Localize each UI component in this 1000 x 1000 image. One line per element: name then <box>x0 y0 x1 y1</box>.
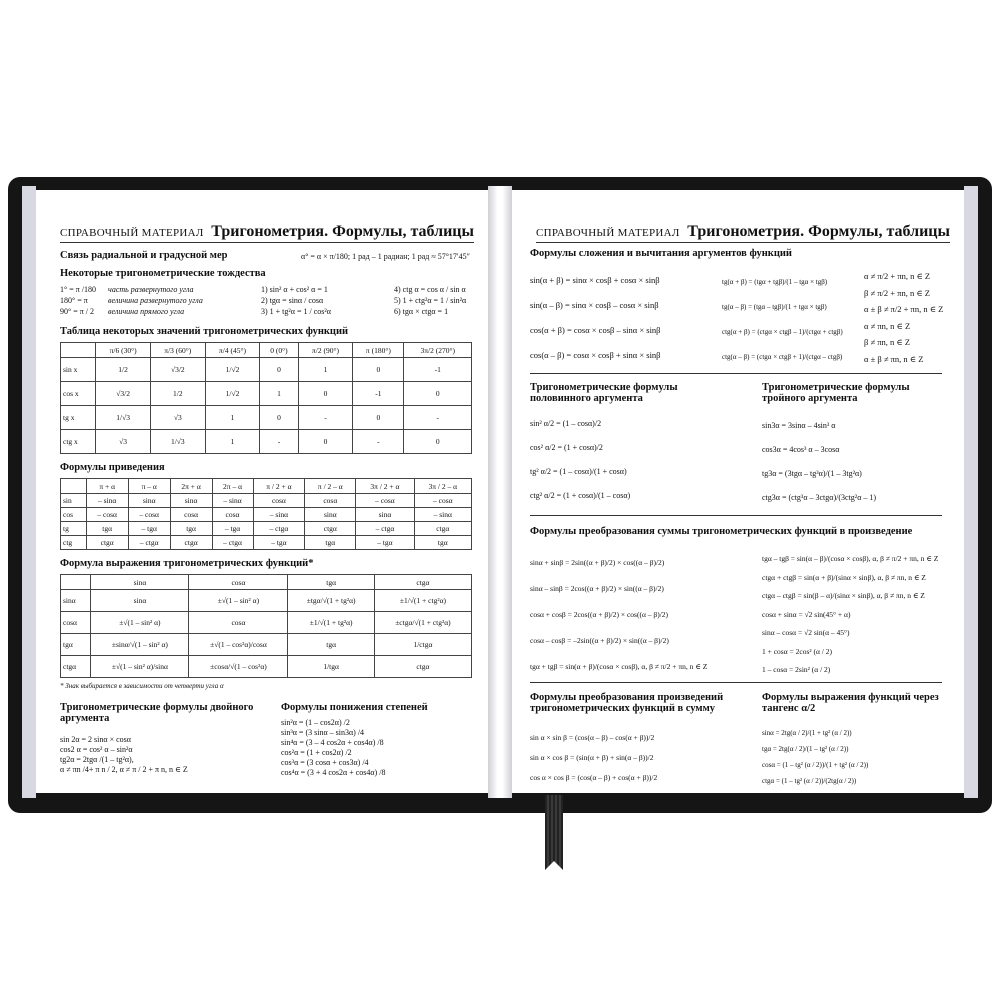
table-column-header: 2π – α <box>212 479 253 494</box>
identity-def: 90° = π / 2 <box>60 307 94 316</box>
page-header <box>536 220 950 243</box>
header-kicker: СПРАВОЧНЫЙ МАТЕРИАЛ <box>60 227 204 239</box>
table-cell: – cosα <box>356 494 414 508</box>
table-header-row <box>61 575 472 590</box>
page-header <box>60 220 474 243</box>
table-column-header: tgα <box>288 575 374 590</box>
table-cell: √3/2 <box>150 358 205 382</box>
page-edge-right <box>964 186 978 798</box>
table-cell: 0 <box>404 430 472 454</box>
table-cell: cosα <box>305 494 356 508</box>
table-cell: sinα <box>170 494 212 508</box>
radian-formula: α° = α × π/180; 1 рад – 1 радиан; 1 рад ≈ 57°17′45″ <box>301 252 470 261</box>
table-cell: ±ctgα/√(1 + ctg²α) <box>374 612 471 634</box>
table-cell: ±cosα/√(1 – cos²α) <box>189 656 288 678</box>
table-row <box>61 634 472 656</box>
table-cell: – cosα <box>86 508 128 522</box>
double-heading: Тригонометрические формулы двойного аргумента <box>60 702 254 724</box>
formula-line: sin²α = (1 – cos2α) /2 <box>281 718 350 727</box>
table-cell: 0 <box>260 406 298 430</box>
left-page <box>36 190 488 793</box>
table-cell: √3 <box>150 406 205 430</box>
table-cell: – sinα <box>414 508 471 522</box>
formula-line: sinα – cosα = √2 sin(α – 45°) <box>762 628 850 637</box>
half-heading: Тригонометрические формулы половинного аргумента <box>530 382 678 404</box>
formula-line: 1 – cosα = 2sin² (α / 2) <box>762 665 831 674</box>
page-edge-left <box>22 186 36 798</box>
identity: 3) 1 + tg²α = 1 / cos²α <box>261 307 331 316</box>
expression-table <box>60 574 472 678</box>
formula-line: tgα – tgβ = sin(α – β)/(cosα × cosβ), α, β ≠ π/2 + πn, n ∈ Z <box>762 554 939 563</box>
page-title: Тригонометрия. Формулы, таблицы <box>687 223 950 240</box>
formula-line: sin(α – β) = sinα × cosβ – cosα × sinβ <box>530 300 659 310</box>
formula-line: tg² α/2 = (1 – cosα)/(1 + cosα) <box>530 467 627 476</box>
formula-line: cos α × cos β = (cos(α – β) + cos(α + β))/2 <box>530 773 658 782</box>
formula-line: 1 + cosα = 2cos² (α / 2) <box>762 646 833 656</box>
table-cell: 0 <box>404 382 472 406</box>
formula-line: α ≠ π/2 + πn, n ∈ Z <box>864 271 931 281</box>
table-column-header: ctgα <box>374 575 471 590</box>
table-column-header: 3π / 2 + α <box>356 479 414 494</box>
formula-line: ctg² α/2 = (1 + cosα)/(1 – cosα) <box>530 491 631 500</box>
table-cell: – ctgα <box>212 536 253 550</box>
table-cell: – sinα <box>212 494 253 508</box>
triple-heading: Тригонометрические формулы тройного аргумента <box>762 382 910 404</box>
table-cell: 1 <box>205 406 260 430</box>
table-row <box>61 656 472 678</box>
section-divider <box>530 373 942 374</box>
table-row <box>61 430 472 454</box>
radian-heading: Связь радиальной и градусной мер <box>60 250 228 261</box>
tangent-heading: Формулы выражения функций через тангенс α/2 <box>762 692 939 714</box>
double-formulas <box>60 735 188 775</box>
formula-line: sin³α = (3 sinα – sin3α) /4 <box>281 728 365 737</box>
table-cell: – sinα <box>86 494 128 508</box>
table-cell: cosα <box>253 494 305 508</box>
table-cell: tgα <box>414 536 471 550</box>
table-cell: – ctgα <box>253 522 305 536</box>
formula-line: cos²α = (1 + cos2α) /2 <box>281 748 352 757</box>
identity-def: 1° = π /180 <box>60 285 96 294</box>
table-column-header: π/3 (60°) <box>150 343 205 358</box>
formula-line: β ≠ πn, n ∈ Z <box>864 337 911 347</box>
half-formulas <box>530 412 630 508</box>
table-cell: 0 <box>298 430 353 454</box>
table-cell: - <box>260 430 298 454</box>
addition-sin-cos <box>530 268 661 368</box>
addition-conditions <box>864 268 943 367</box>
table-cell: tgα <box>305 536 356 550</box>
product-sum-heading: Формулы преобразования произведений тригонометрических функций в сумму <box>530 692 724 714</box>
table-cell: – sinα <box>253 508 305 522</box>
table-cell: cosα <box>212 508 253 522</box>
formula-line: cos(α + β) = cosα × cosβ – sinα × sinβ <box>530 325 661 335</box>
table-column-header: π/2 (90°) <box>298 343 353 358</box>
table-row <box>61 590 472 612</box>
formula-line: ctg(α + β) = (ctgα × ctgβ – 1)/(ctgα + ctgβ) <box>722 328 843 336</box>
table-column-header <box>61 479 87 494</box>
table-column-header: π (180°) <box>353 343 404 358</box>
formula-line: sin² α/2 = (1 – cosα)/2 <box>530 419 602 428</box>
table-cell: ±sinα/√(1 – sin² α) <box>91 634 189 656</box>
table-cell: cosα <box>189 612 288 634</box>
formula-line: cosα + sinα = √2 sin(45° + α) <box>762 609 851 619</box>
table-header-row <box>61 479 472 494</box>
formula-line: α ± β ≠ π/2 + πn, n ∈ Z <box>864 304 944 314</box>
table-row <box>61 536 472 550</box>
table-cell: ctg x <box>61 430 96 454</box>
table-cell: – ctgα <box>356 522 414 536</box>
table-row <box>61 382 472 406</box>
table-cell: ±√(1 – cos²α)/cosα <box>189 634 288 656</box>
table-cell: sin x <box>61 358 96 382</box>
formula-line: ctg3α = (ctg³α – 3ctgα)/(3ctg²α – 1) <box>762 493 877 502</box>
formula-line: β ≠ π/2 + πn, n ∈ Z <box>864 287 930 298</box>
bookmark-ribbon[interactable] <box>545 795 563 870</box>
power-formulas <box>281 718 385 778</box>
table-cell: ctgα <box>374 656 471 678</box>
table-cell: – ctgα <box>128 536 170 550</box>
table-cell: ctgα <box>305 522 356 536</box>
table-cell: – tgα <box>356 536 414 550</box>
table-column-header: π/4 (45°) <box>205 343 260 358</box>
table-cell: sinα <box>305 508 356 522</box>
table-cell: cos <box>61 508 87 522</box>
table-cell: – cosα <box>128 508 170 522</box>
formula-line: ctg(α – β) = (ctgα × ctgβ + 1)/(ctgα – ctgβ) <box>722 353 843 361</box>
table-cell: 1 <box>298 358 353 382</box>
formula-line: ctgα – ctgβ = sin(β – α)/(sinα × sinβ), α, β ≠ πn, n ∈ Z <box>762 591 925 600</box>
formula-line: tgα + tgβ = sin(α + β)/(cosα × cosβ), α, β ≠ π/2 + πn, n ∈ Z <box>530 662 708 671</box>
table-column-header: 3π / 2 – α <box>414 479 471 494</box>
table-cell: 0 <box>353 406 404 430</box>
table-cell: - <box>353 430 404 454</box>
table-cell: √3/2 <box>96 382 151 406</box>
table-row <box>61 522 472 536</box>
formula-line: sin α × sin β = (cos(α – β) – cos(α + β))/2 <box>530 733 655 742</box>
table-cell: 0 <box>353 358 404 382</box>
table-column-header: 0 (0°) <box>260 343 298 358</box>
formula-line: cos² α/2 = (1 + cosα)/2 <box>530 443 603 452</box>
table-cell: ±1/√(1 + ctg²α) <box>374 590 471 612</box>
expression-heading: Формула выражения тригонометрических функций* <box>60 558 314 569</box>
spine-gutter <box>488 186 512 798</box>
table-cell: 1/2 <box>150 382 205 406</box>
table-cell: ±1/√(1 + tg²α) <box>288 612 374 634</box>
table-row <box>61 406 472 430</box>
table-cell: 0 <box>260 358 298 382</box>
formula-line: cos⁴α = (3 + 4 cos2α + cos4α) /8 <box>281 768 386 777</box>
power-heading: Формулы понижения степеней <box>281 702 428 713</box>
formula-line: ctgα + ctgβ = sin(α + β)/(sinα × sinβ), α, β ≠ πn, n ∈ Z <box>762 572 926 582</box>
table-column-header: π – α <box>128 479 170 494</box>
table-cell: sinα <box>356 508 414 522</box>
formula-line: tg(α + β) = (tgα + tgβ)/(1 – tgα × tgβ) <box>722 278 828 286</box>
table-cell: sinα <box>61 590 91 612</box>
table-cell: tg <box>61 522 87 536</box>
table-column-header: sinα <box>91 575 189 590</box>
values-table <box>60 342 472 454</box>
table-column-header: 2π + α <box>170 479 212 494</box>
table-cell: -1 <box>353 382 404 406</box>
table-cell: ctgα <box>86 536 128 550</box>
table-cell: tgα <box>170 522 212 536</box>
table-cell: sinα <box>91 590 189 612</box>
table-cell: ctgα <box>170 536 212 550</box>
identity-def-desc: величина прямого угла <box>108 307 185 316</box>
addition-heading: Формулы сложения и вычитания аргументов функций <box>530 248 792 259</box>
formula-line: tg(α – β) = (tgα – tgβ)/(1 + tgα × tgβ) <box>722 303 827 311</box>
table-cell: ±√(1 – sin² α)/sinα <box>91 656 189 678</box>
table-cell: sinα <box>128 494 170 508</box>
identity: 5) 1 + ctg²α = 1 / sin²α <box>394 296 467 305</box>
table-cell: ctg <box>61 536 87 550</box>
table-row <box>61 508 472 522</box>
table-cell: ctgα <box>414 522 471 536</box>
formula-line: α ≠ πn /4+ π n / 2, α ≠ π / 2 + π n, n ∈ Z <box>60 765 188 774</box>
table-cell: cosα <box>170 508 212 522</box>
table-column-header <box>61 575 91 590</box>
identities-heading: Некоторые тригонометрические тождества <box>60 268 266 279</box>
formula-line: sin⁴α = (3 – 4 cos2α + cos4α) /8 <box>281 738 384 747</box>
table-column-header: π + α <box>86 479 128 494</box>
header-kicker: СПРАВОЧНЫЙ МАТЕРИАЛ <box>536 227 680 239</box>
table-cell: sin <box>61 494 87 508</box>
table-column-header: cosα <box>189 575 288 590</box>
right-page <box>512 190 964 793</box>
identity-def-desc: часть развернутого угла <box>108 285 194 294</box>
table-column-header: π / 2 + α <box>253 479 305 494</box>
table-cell: 1/√3 <box>150 430 205 454</box>
identity: 4) ctg α = cos α / sin α <box>394 285 466 294</box>
formula-line: cosα = (1 – tg² (α / 2))/(1 + tg² (α / 2)) <box>762 761 869 769</box>
table-column-header: 3π/2 (270°) <box>404 343 472 358</box>
expression-note: * Знак выбирается в зависимости от четверти угла α <box>60 682 224 690</box>
formula-line: cos³α = (3 cosα + cos3α) /4 <box>281 758 369 767</box>
table-cell: – cosα <box>414 494 471 508</box>
table-cell: cosα <box>61 612 91 634</box>
identity-def-desc: величина развернутого угла <box>108 296 203 305</box>
section-divider <box>530 682 942 683</box>
triple-formulas <box>762 414 876 510</box>
identity: 2) tgα = sinα / cosα <box>261 296 324 305</box>
formula-line: sin3α = 3sinα – 4sin³ α <box>762 421 836 430</box>
table-row <box>61 612 472 634</box>
table-cell: 0 <box>298 382 353 406</box>
addition-tg-ctg <box>722 270 843 370</box>
formula-line: sin 2α = 2 sinα × cosα <box>60 735 131 744</box>
table-cell: ctgα <box>61 656 91 678</box>
formula-line: tg2α = 2tgα /(1 – tg²α), <box>60 755 134 764</box>
formula-line: sinα + sinβ = 2sin((α + β)/2) × cos((α – β)/2) <box>530 558 665 567</box>
table-cell: cos x <box>61 382 96 406</box>
formula-line: cosα – cosβ = –2sin((α + β)/2) × sin((α – β)/2) <box>530 636 669 645</box>
table-column-header: π/6 (30°) <box>96 343 151 358</box>
product-sum-formulas <box>530 728 657 788</box>
table-header-row <box>61 343 472 358</box>
formula-line: sinα – sinβ = 2cos((α + β)/2) × sin((α – β)/2) <box>530 584 664 593</box>
table-cell: 1/ctgα <box>374 634 471 656</box>
formula-line: ctgα = (1 – tg² (α / 2))/(2tg(α / 2)) <box>762 777 857 785</box>
table-cell: √3 <box>96 430 151 454</box>
table-cell: tgα <box>288 634 374 656</box>
table-cell: tg x <box>61 406 96 430</box>
reduction-heading: Формулы приведения <box>60 462 165 473</box>
formula-line: tg3α = (3tgα – tg³α)/(1 – 3tg²α) <box>762 469 862 478</box>
formula-line: α ± β ≠ πn, n ∈ Z <box>864 353 924 364</box>
table-cell: – tgα <box>212 522 253 536</box>
table-row <box>61 494 472 508</box>
table-cell: 1/2 <box>96 358 151 382</box>
identity: 1) sin² α + cos² α = 1 <box>261 285 328 294</box>
table-cell: tgα <box>61 634 91 656</box>
table-cell: -1 <box>404 358 472 382</box>
sum-product-right <box>762 550 938 680</box>
table-cell: ±√(1 – sin² α) <box>91 612 189 634</box>
formula-line: α ≠ πn, n ∈ Z <box>864 320 911 331</box>
values-table-heading: Таблица некоторых значений тригонометрических функций <box>60 326 349 337</box>
table-cell: ±√(1 – sin² α) <box>189 590 288 612</box>
table-column-header <box>61 343 96 358</box>
table-row <box>61 358 472 382</box>
formula-line: cos(α – β) = cosα × cosβ + sinα × sinβ <box>530 350 661 360</box>
formula-line: cos2 α = cos² α – sin²α <box>60 745 133 754</box>
page-title: Тригонометрия. Формулы, таблицы <box>211 223 474 240</box>
table-cell: 1/√3 <box>96 406 151 430</box>
table-cell: 1/tgα <box>288 656 374 678</box>
table-cell: ±tgα/√(1 + tg²α) <box>288 590 374 612</box>
table-cell: 1 <box>260 382 298 406</box>
formula-line: sinα = 2tg(α / 2)/(1 + tg² (α / 2)) <box>762 729 852 737</box>
formula-line: sin(α + β) = sinα × cosβ + cosα × sinβ <box>530 275 660 285</box>
table-cell: - <box>298 406 353 430</box>
formula-line: cos3α = 4cos³ α – 3cosα <box>762 445 840 454</box>
table-cell: tgα <box>86 522 128 536</box>
table-cell: - <box>404 406 472 430</box>
table-cell: – tgα <box>128 522 170 536</box>
table-cell: 1 <box>205 430 260 454</box>
formula-line: cosα + cosβ = 2cos((α + β)/2) × cos((α – β)/2) <box>530 610 669 619</box>
identity: 6) tgα × ctgα = 1 <box>394 307 449 316</box>
table-column-header: π / 2 – α <box>305 479 356 494</box>
sum-product-left <box>530 550 707 680</box>
table-cell: 1/√2 <box>205 382 260 406</box>
formula-line: tgα = 2tg(α / 2)/(1 – tg² (α / 2)) <box>762 745 849 753</box>
reduction-table <box>60 478 472 550</box>
sum-product-heading: Формулы преобразования суммы тригонометрических функций в произведение <box>530 526 913 537</box>
table-cell: – tgα <box>253 536 305 550</box>
section-divider <box>530 515 942 516</box>
table-cell: 1/√2 <box>205 358 260 382</box>
tangent-formulas <box>762 725 868 789</box>
identity-def: 180° = π <box>60 296 88 305</box>
formula-line: sin α × cos β = (sin(α + β) + sin(α – β))/2 <box>530 753 654 762</box>
